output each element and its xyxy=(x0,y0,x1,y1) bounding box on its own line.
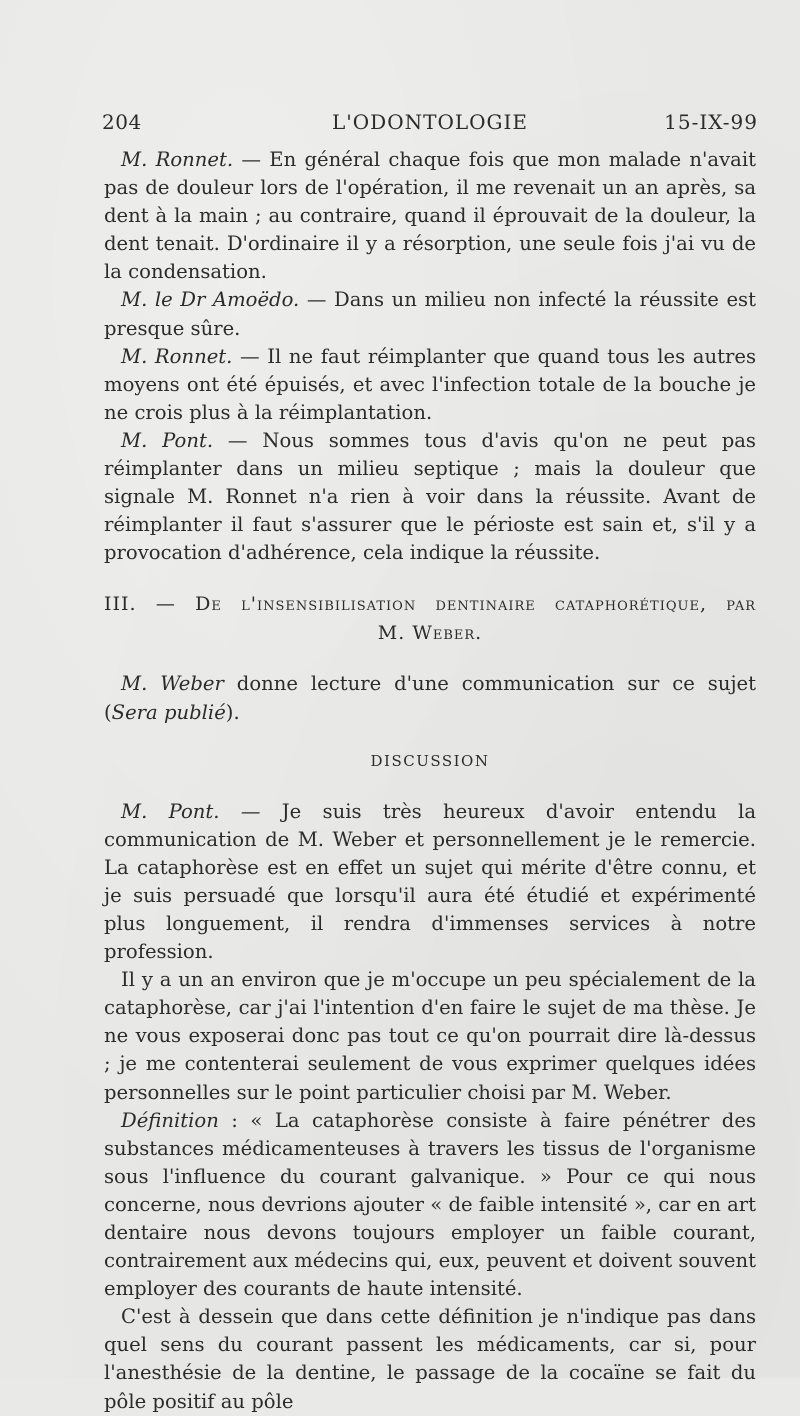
definition-label: Définition xyxy=(121,1108,219,1132)
running-header xyxy=(102,110,758,140)
paragraph-text: : « La cataphorèse consiste à faire pénétrer des substances médicamenteuses à travers les tissus de l'organisme sous l'influence du courant galvanique. » Pour ce qui nous concerne, nous devrions ajouter « de faible intensité », car en art dentaire nous devons toujours employer un faible courant, contrairement aux médecins qui, eux, peuvent et doivent souvent employer des courants de haute intensité. xyxy=(104,1108,756,1301)
speaker-name: M. le Dr Amoëdo. xyxy=(121,288,300,312)
speaker-name: M. Pont. xyxy=(121,799,220,823)
paragraph-text: — En général chaque fois que mon malade n'avait pas de douleur lors de l'opération, il me revenait un an après, sa dent à la main ; au contraire, quand il éprouvait de la douleur, la dent tenait. D'ordinaire il y a résorption, une seule fois j'ai vu de la condensation. xyxy=(104,148,756,284)
speaker-name: M. Ronnet. xyxy=(121,148,234,171)
spacer xyxy=(104,648,756,670)
issue-date: 15-IX-99 xyxy=(664,110,758,134)
speaker-name: M. Pont. xyxy=(121,428,214,452)
page-number: 204 xyxy=(102,110,142,134)
paragraph-text: — Dans un milieu non infecté la réussite est presque sûre. xyxy=(104,288,756,340)
paragraph-text: — Il ne faut réimplanter que quand tous les autres moyens ont été épuisés, et avec l'infection totale de la bouche je ne crois plus à la réimplantation. xyxy=(104,344,756,424)
page-body xyxy=(104,146,756,1416)
paragraph-text: — Nous sommes tous d'avis qu'on ne peut pas réimplanter dans un milieu septique ; mais la douleur que signale M. Ronnet n'a rien à voir dans la réussite. Avant de réimplanter il faut s'assurer que le périoste est sain et, s'il y a provocation d'adhérence, cela indique la réussite. xyxy=(104,428,756,565)
paragraph-weber-intro xyxy=(104,670,756,726)
speaker-name: M. Weber xyxy=(121,672,224,696)
speaker-name: M. Ronnet. xyxy=(121,344,233,368)
paragraph-definition xyxy=(104,1107,756,1304)
journal-title: L'ODONTOLOGIE xyxy=(332,110,528,134)
paragraph-pont-3 xyxy=(104,966,756,1106)
paragraph-pont-1 xyxy=(104,427,756,567)
section-title-line-1: III. — De l'insensibilisation dentinaire cataphorétique, par xyxy=(104,593,756,616)
editorial-note: Sera publié xyxy=(111,700,226,724)
paragraph-text: C'est à dessein que dans cette définition je n'indique pas dans quel sens du courant passent les médicaments, car si, pour l'anesthésie de la dentine, le passage de la cocaïne se fait du pôle positif au pôle xyxy=(104,1305,756,1413)
paragraph-close: ). xyxy=(225,700,240,724)
paragraph-ronnet-2 xyxy=(104,343,756,427)
paragraph-text: Il y a un an environ que je m'occupe un peu spécialement de la cataphorèse, car j'ai l'intention d'en faire le sujet de ma thèse. Je ne vous exposerai donc pas tout ce qu'on pourrait dire là-dessus ; je me contenterai seulement de vous exprimer quelques idées personnelles sur le point particulier choisi par M. Weber. xyxy=(104,968,756,1104)
paragraph-pont-2 xyxy=(104,798,756,967)
discussion-heading: DISCUSSION xyxy=(370,751,490,770)
paragraph-text: donne lecture d'une communication sur ce sujet ( xyxy=(104,672,756,724)
paragraph-text: — Je suis très heureux d'avoir entendu la communication de M. Weber et personnellement je le remercie. La cataphorèse est en effet un sujet qui mérite d'être connu, et je suis persuadé que lorsqu'il aura été étudié et expérimenté plus longuement, il rendra d'immenses services à notre profession. xyxy=(104,799,756,964)
section-title xyxy=(104,590,756,648)
paragraph-ronnet-1 xyxy=(104,146,756,286)
paragraph-pont-4 xyxy=(104,1303,756,1415)
paragraph-amoedo xyxy=(104,286,756,342)
section-title-line-2: M. Weber. xyxy=(377,622,483,645)
